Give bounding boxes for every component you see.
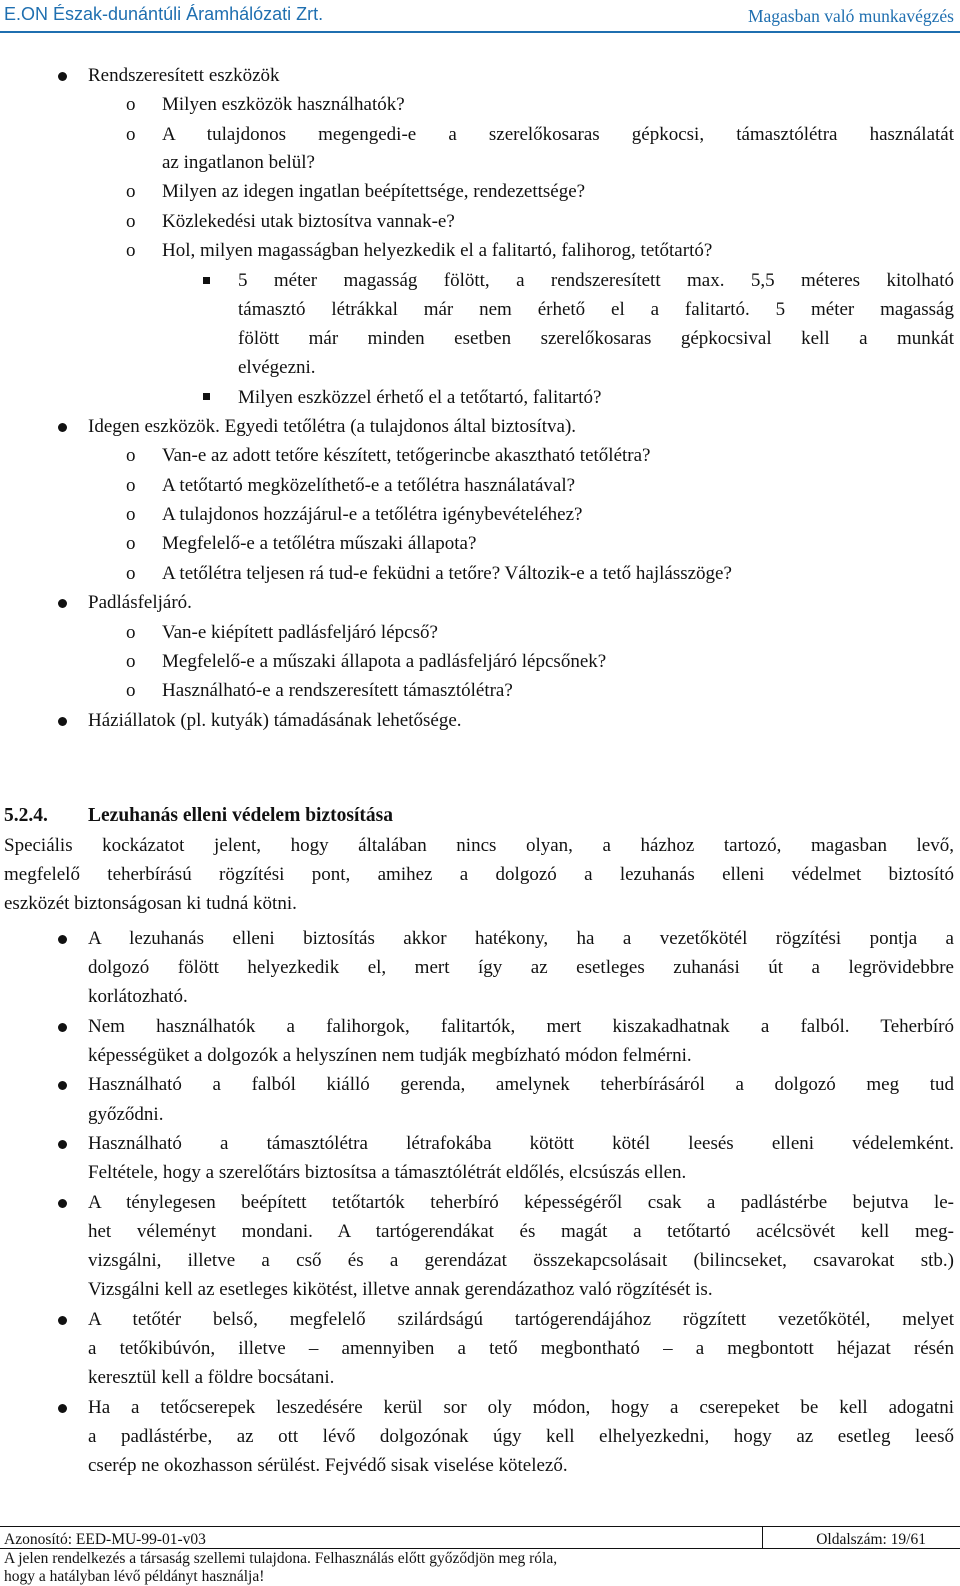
intro-paragraph: Speciális kockázatot jelent, hogy általában nincs olyan, a házhoz tartozó, magasban levő, megfelelő teherbírású rögzítési pont, amihez a dolgozó a lezuhanás elleni védelmet biztosító <box>4 835 954 885</box>
list-item: győződni. <box>88 1104 164 1125</box>
list-item: A ténylegesen beépített tetőtartók teherbíró képességéről csak a padlástérbe bejutva le- het véleményt mondani. A tartógerendákat és magát a tetőtartó acélcsövét kell meg- vizsgálni, illetve a cső és a gerendázat összekapcsolásait (bilincseket, csavarokat stb.) <box>88 1192 954 1271</box>
list-item: Feltétele, hogy a szerelőtárs biztosítsa a támasztólétrát eldőlés, elcsúszás ellen. <box>88 1162 687 1183</box>
sub-bullet: o <box>126 680 136 701</box>
list-item: Megfelelő-e a műszaki állapota a padlásfeljáró lépcsőnek? <box>162 651 607 672</box>
sub-bullet: o <box>126 94 136 115</box>
section-number: 5.2.4. <box>4 805 48 826</box>
list-item: A tulajdonos hozzájárul-e a tetőlétra igénybevételéhez? <box>162 504 583 525</box>
list-item: A tetőlétra teljesen rá tud-e feküdni a tetőre? Változik-e a tető hajlásszöge? <box>162 563 732 584</box>
list-item: az ingatlanon belül? <box>162 152 315 173</box>
bullet-dot <box>58 1316 67 1325</box>
list-item: cserép ne okozhasson sérülést. Fejvédő sisak viselése kötelező. <box>88 1455 568 1476</box>
list-item: A tetőtér belső, megfelelő szilárdságú tartógerendájához rögzített vezetőkötél, melyet a tetőkibúvón, illetve – amennyiben a tető megbontható – a megbontott héjazat résén <box>88 1309 954 1359</box>
bullet-dot <box>58 599 67 608</box>
list-item: Van-e az adott tetőre készített, tetőgerincbe akasztható tetőlétra? <box>162 445 651 466</box>
sub-bullet: o <box>126 181 136 202</box>
bullet-dot <box>58 1199 67 1208</box>
list-item: keresztül kell a földre bocsátani. <box>88 1367 335 1388</box>
list-item: Használható a falból kiálló gerenda, amelynek teherbírásáról a dolgozó meg tud <box>88 1074 954 1095</box>
list-item: Padlásfeljáró. <box>88 592 192 613</box>
sub-bullet: o <box>126 533 136 554</box>
company-name: E.ON Észak-dunántúli Áramhálózati Zrt. <box>4 4 324 24</box>
list-item: Van-e kiépített padlásfeljáró lépcső? <box>162 622 438 643</box>
list-item: A tulajdonos megengedi-e a szerelőkosaras gépkocsi, támasztólétra használatát <box>162 124 954 145</box>
list-item: Háziállatok (pl. kutyák) támadásának lehetősége. <box>88 710 462 731</box>
list-item: Hol, milyen magasságban helyezkedik el a falitartó, falihorog, tetőtartó? <box>162 240 713 261</box>
bullet-dot <box>58 717 67 726</box>
list-item: korlátozható. <box>88 986 188 1007</box>
list-item: elvégezni. <box>238 357 316 378</box>
header-rule <box>0 31 960 33</box>
list-item: Közlekedési utak biztosítva vannak-e? <box>162 211 455 232</box>
bullet-dot <box>58 72 67 81</box>
page-number: Oldalszám: 19/61 <box>816 1531 926 1548</box>
list-item: Használható-e a rendszeresített támasztólétra? <box>162 680 513 701</box>
bullet-dot <box>58 1140 67 1149</box>
page-header <box>0 2 960 32</box>
intro-paragraph-end: eszközét biztonságosan ki tudná kötni. <box>4 893 297 914</box>
list-item: Nem használhatók a falihorgok, falitartók, mert kiszakadhatnak a falból. Teherbíró <box>88 1016 954 1037</box>
sub-bullet: o <box>126 622 136 643</box>
sub-bullet: o <box>126 475 136 496</box>
list-item: Használható a támasztólétra létrafokába kötött kötél leesés elleni védelemként. <box>88 1133 954 1154</box>
footer-divider <box>762 1526 763 1548</box>
bullet-dot <box>58 1081 67 1090</box>
list-item: Ha a tetőcserepek leszedésére kerül sor oly módon, hogy a cserepeket be kell adogatni a padlástérbe, az ott lévő dolgozónak úgy kell elhelyezkedni, hogy az esetleg leeső <box>88 1397 954 1447</box>
sub-bullet: o <box>126 651 136 672</box>
square-bullet <box>203 277 210 284</box>
list-item: 5 méter magasság fölött, a rendszeresített max. 5,5 méteres kitolható támasztó létrákkal már nem érhető el a falitartó. 5 méter magasság fölött már minden esetben szerelőkosaras gépkocsival kell a munkát <box>238 270 954 349</box>
bullet-dot <box>58 1404 67 1413</box>
square-bullet <box>203 393 210 400</box>
list-item: Milyen eszközök használhatók? <box>162 94 405 115</box>
list-item: Milyen eszközzel érhető el a tetőtartó, falitartó? <box>238 387 602 408</box>
sub-bullet: o <box>126 563 136 584</box>
sub-bullet: o <box>126 211 136 232</box>
list-item: képességüket a dolgozók a helyszínen nem tudják megbízható módon felmérni. <box>88 1045 692 1066</box>
bullet-dot <box>58 1023 67 1032</box>
document-id: Azonosító: EED-MU-99-01-v03 <box>4 1531 206 1548</box>
bullet-dot <box>58 423 67 432</box>
footer-rule-mid <box>0 1548 960 1549</box>
sub-bullet: o <box>126 240 136 261</box>
footer-note-1: A jelen rendelkezés a társaság szellemi tulajdona. Felhasználás előtt győződjön meg róla, <box>4 1550 558 1567</box>
list-item: Idegen eszközök. Egyedi tetőlétra (a tulajdonos által biztosítva). <box>88 416 577 437</box>
list-item: A tetőtartó megközelíthető-e a tetőlétra használatával? <box>162 475 576 496</box>
document-title: Magasban való munkavégzés <box>747 6 954 26</box>
list-item: Megfelelő-e a tetőlétra műszaki állapota? <box>162 533 477 554</box>
list-item: A lezuhanás elleni biztosítás akkor hatékony, ha a vezetőkötél rögzítési pontja a dolgozó fölött helyezkedik el, mert így az esetleges zuhanási út a legrövidebbre <box>88 928 954 978</box>
sub-bullet: o <box>126 504 136 525</box>
footer-note-2: hogy a hatályban lévő példányt használja! <box>4 1568 265 1585</box>
list-item: Milyen az idegen ingatlan beépítettsége, rendezettsége? <box>162 181 586 202</box>
sub-bullet: o <box>126 124 136 145</box>
sub-bullet: o <box>126 445 136 466</box>
list-item: Rendszeresített eszközök <box>88 65 280 86</box>
bullet-dot <box>58 935 67 944</box>
footer-rule-top <box>0 1526 960 1527</box>
section-title: Lezuhanás elleni védelem biztosítása <box>88 805 393 826</box>
list-item: Vizsgálni kell az esetleges kikötést, illetve annak gerendázathoz való rögzítését is. <box>88 1279 713 1300</box>
